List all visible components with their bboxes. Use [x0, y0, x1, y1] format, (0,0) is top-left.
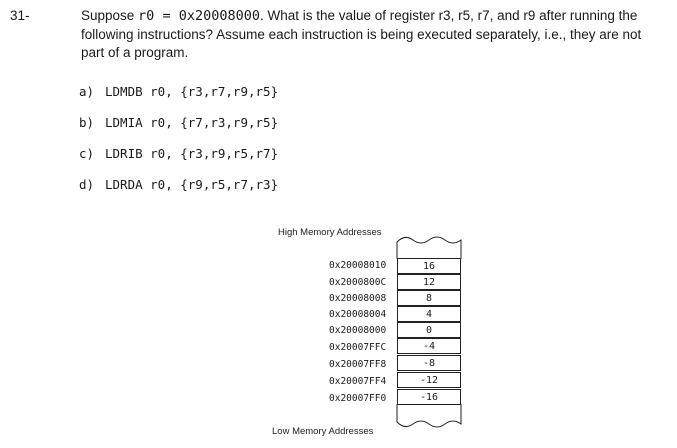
question-line-2: following instructions? Assume each instruction is being executed separately, i.e., they are not — [81, 27, 642, 42]
question-prefix: Suppose — [81, 8, 139, 23]
address-row-5: 0x20007FFC — [329, 342, 387, 353]
question-line-1 — [81, 8, 637, 24]
address-row-7: 0x20007FF4 — [329, 376, 387, 387]
value-cell-4: 0 — [397, 322, 461, 338]
address-row-1: 0x2000800C — [329, 277, 387, 288]
address-row-8: 0x20007FF0 — [329, 393, 387, 404]
low-memory-label: Low Memory Addresses — [272, 426, 374, 437]
address-row-2: 0x20008008 — [329, 293, 387, 304]
value-cell-2: 8 — [397, 290, 461, 306]
value-cell-8: -16 — [397, 389, 461, 405]
option-d-label: d) — [79, 177, 95, 192]
option-b — [79, 115, 278, 130]
question-equals: = — [154, 8, 179, 24]
high-memory-label: High Memory Addresses — [278, 227, 382, 238]
address-row-3: 0x20008004 — [329, 309, 387, 320]
value-cell-3: 4 — [397, 306, 461, 322]
option-b-label: b) — [79, 115, 95, 130]
address-row-4: 0x20008000 — [329, 325, 387, 336]
question-suffix: . What is the value of register r3, r5, r7, and r9 after running the — [259, 8, 638, 23]
question-address: 0x20008000 — [178, 8, 260, 24]
option-c-code: LDRIB r0, {r3,r9,r5,r7} — [105, 146, 279, 161]
value-cell-1: 12 — [397, 274, 461, 290]
address-row-0: 0x20008010 — [329, 260, 387, 271]
question-number: 31- — [10, 8, 30, 23]
option-d-code: LDRDA r0, {r9,r5,r7,r3} — [105, 177, 279, 192]
option-c — [79, 146, 278, 161]
option-a-code: LDMDB r0, {r3,r7,r9,r5} — [105, 84, 279, 99]
option-d — [79, 177, 278, 192]
address-row-6: 0x20007FF8 — [329, 359, 387, 370]
option-a — [79, 84, 278, 99]
value-cell-0: 16 — [397, 258, 461, 274]
value-cell-7: -12 — [397, 372, 461, 388]
value-cell-5: -4 — [397, 338, 461, 354]
question-line-3: part of a program. — [81, 45, 189, 60]
question-register: r0 — [138, 8, 155, 24]
wavy-break-bottom — [393, 404, 465, 432]
value-cell-6: -8 — [397, 355, 461, 371]
option-c-label: c) — [79, 146, 95, 161]
option-a-label: a) — [79, 84, 95, 99]
wavy-break-top — [393, 232, 465, 260]
option-b-code: LDMIA r0, {r7,r3,r9,r5} — [105, 115, 279, 130]
